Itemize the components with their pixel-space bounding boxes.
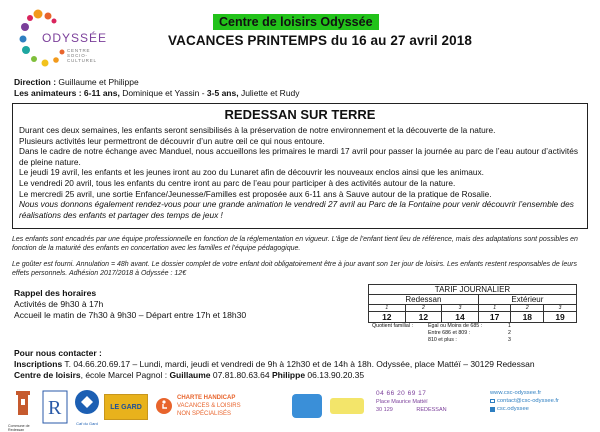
mail-icon [490, 399, 495, 403]
philippe-phone: 06.13.90.20.35 [305, 370, 365, 380]
charte-line2: VACANCES & LOISIRS [177, 403, 241, 409]
logo-sub2: SOCIO- [67, 53, 88, 59]
centre-text: , école Marcel Pagnol : [80, 370, 170, 380]
tarif-qf-num: 3 [442, 305, 479, 312]
animateurs-35: Juliette et Rudy [238, 88, 300, 98]
svg-text:R: R [48, 397, 62, 419]
program-paragraph: Le jeudi 19 avril, les enfants et les jeunes iront au zoo du Lunaret afin de découvrir les nouveaux enclos ainsi que les animaux. [19, 167, 484, 178]
qf-num: 2 [508, 329, 511, 336]
program-paragraph: Le vendredi 20 avril, tous les enfants du centre iront au parc de l’eau pour participer à des activités autour de la nature. [19, 177, 456, 188]
staff-info [14, 77, 300, 99]
logo-subtitle [67, 48, 97, 64]
tarif-value: 12 [405, 312, 442, 323]
footer-address [376, 390, 486, 426]
facebook-icon [490, 407, 495, 412]
tarif-title: TARIF JOURNALIER [369, 285, 577, 295]
rappel-horaires [14, 288, 246, 320]
main-title: VACANCES PRINTEMPS du 16 au 27 avril 2018 [168, 33, 472, 48]
legard-logo [104, 394, 148, 420]
footer-facebook[interactable]: csc.odyssee [497, 406, 529, 412]
tarif-table [368, 284, 577, 323]
tarif-qf-num: 2 [511, 305, 544, 312]
animateurs-label: Les animateurs : 6-11 ans, [14, 88, 120, 98]
qf-label: Quotient familial : [372, 323, 413, 329]
animateurs-611: Dominique et Yassin - [119, 88, 207, 98]
footer-phone: 04 66 20 69 17 [376, 390, 427, 397]
logo-sub3: CULTUREL [67, 58, 97, 64]
caf-logo [72, 388, 102, 426]
tarif-exterieur-header: Extérieur [478, 295, 576, 305]
logo-sub1: CENTRE [67, 48, 91, 53]
program-paragraph: Plusieurs activités leur permettront de découvrir d’un autre œil ce qui nous entoure. [19, 135, 325, 146]
commune-label: Commune de Redessan [8, 424, 30, 432]
philippe-name: Philippe [271, 370, 306, 380]
guillaume-phone: 07.81.80.63.64 [210, 370, 272, 380]
footer [0, 386, 600, 432]
tarif-qf-num: 1 [369, 305, 406, 312]
charte-line1: CHARTE HANDICAP [177, 395, 236, 401]
caf-icon [72, 388, 102, 416]
tarif-qf-num: 1 [478, 305, 511, 312]
qf-num: 3 [508, 336, 511, 343]
tarif-value: 19 [544, 312, 577, 323]
note-gouter: Le goûter est fourni. Annulation = 48h avant. Le dossier complet de votre enfant doit obligatoirement être à jour avant son 1er jour de loisirs. Les enfants restent responsables de leurs effets personnels. Adhésion 2017/2018 à Odyssée : 12€ [12, 261, 577, 277]
legard-label: LE GARD [110, 404, 142, 411]
program-paragraph: Le mercredi 25 avril, une sortie Enfance/Jeunesse/Familles est proposée aux 6-11 ans à Sauve autour de la pratique de Rosalie. [19, 188, 492, 199]
commune-logo [8, 389, 38, 432]
tower-icon [8, 389, 38, 419]
tarif-redessan-header: Redessan [369, 295, 479, 305]
wheelchair-icon [155, 397, 173, 415]
rappel-line2: Accueil le matin de 7h30 à 9h30 – Départ entre 17h et 18h30 [14, 309, 247, 320]
caf-label: Caf du Gard [76, 421, 98, 426]
footer-email[interactable]: contact@csc-odyssee.fr [497, 398, 559, 404]
region-logo [42, 390, 68, 424]
tarif-value: 18 [511, 312, 544, 323]
program-box [12, 103, 588, 229]
contact-title: Pour nous contacter : [14, 348, 102, 358]
program-paragraph: Dans le cadre de notre échange avec Manduel, nous accueillons les primaires le mardi 17 avril pour passer la journée au parc de l’eau autour d’activités de pleine nature. [19, 146, 578, 167]
qf-range: 810 et plus : [428, 336, 457, 343]
rappel-title: Rappel des horaires [14, 288, 97, 298]
centre-label: Centre de loisirs [14, 370, 81, 380]
tarif-qf-num: 2 [405, 305, 442, 312]
partner-logo-blue [292, 394, 322, 418]
footer-web [490, 390, 595, 426]
contact-section [14, 348, 535, 381]
footer-website[interactable]: www.csc-odyssee.fr [490, 390, 542, 396]
region-r-icon [42, 390, 68, 424]
tarif-value: 14 [442, 312, 479, 323]
qf-ranges [428, 323, 508, 343]
program-title: REDESSAN SUR TERRE [224, 107, 376, 122]
charte-line3: NON SPÉCIALISÉS [177, 411, 232, 417]
quotient-familial [372, 323, 522, 345]
tarif-value: 12 [369, 312, 406, 323]
direction-names: Guillaume et Philippe [56, 77, 139, 87]
footer-cp: 30 129 [376, 407, 393, 413]
rappel-line1: Activités de 9h30 à 17h [14, 298, 104, 309]
inscriptions-label: Inscriptions [14, 359, 63, 369]
logo-name: ODYSSÉE [42, 31, 108, 45]
qf-range: Entre 686 et 809 : [428, 329, 471, 336]
odyssee-logo [12, 8, 122, 76]
qf-nums [508, 323, 518, 343]
partner-logo-yellow [330, 398, 364, 414]
tarif-value: 17 [478, 312, 511, 323]
footer-street: Place Maurice Mattéï [376, 399, 428, 405]
center-title: Centre de loisirs Odyssée [213, 14, 379, 30]
note-framework: Les enfants sont encadrés par une équipe professionnelle en fonction de la réglementation en vigueur. L’âge de l’enfant tient lieu de référence, mais des adaptations sont possibles en fonction de la maturité des enfants en concertation avec les familles et l’équipe pédagogique. [12, 236, 578, 252]
charte-handicap-logo [155, 393, 265, 425]
tarif-qf-num: 3 [544, 305, 577, 312]
program-paragraph: Durant ces deux semaines, les enfants seront sensibilisés à la préservation de notre environnement et la découverte de la nature. [19, 125, 496, 135]
inscriptions-text: T. 04.66.20.69.17 – Lundi, mardi, jeudi et vendredi de 9h à 12h30 et de 14h à 18h. Odyssée, place Mattéï – 30129 Redessan [62, 359, 535, 369]
footer-city: REDESSAN [416, 407, 447, 413]
direction-label: Direction : [14, 77, 57, 87]
program-italic-paragraph: Nous vous donnons également rendez-vous pour une grande animation le vendredi 27 avril au Parc de la Fontaine pour venir découvrir l’ensemble des réalisations des enfants et partager des temps de jeux ! [19, 199, 574, 220]
guillaume-name: Guillaume [169, 370, 211, 380]
animateurs-35-label: 3-5 ans, [206, 88, 239, 98]
qf-range: Egal ou Moins de 685 : [428, 323, 483, 329]
qf-num: 1 [508, 323, 511, 329]
